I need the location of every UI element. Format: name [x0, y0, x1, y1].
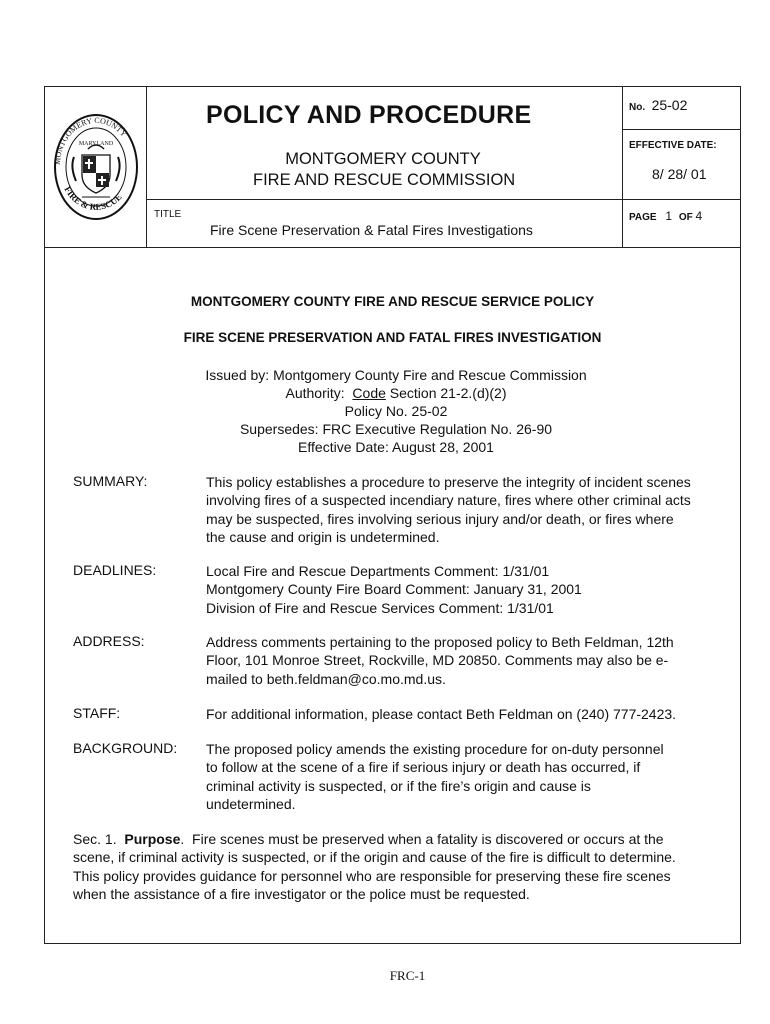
header-divider-right	[622, 86, 623, 248]
footer-page-code: FRC-1	[389, 968, 426, 983]
seal-top-text: MONTGOMERY COUNTY	[52, 115, 129, 166]
page-label: PAGE	[629, 212, 657, 223]
organization-name	[253, 149, 516, 191]
title-value: Fire Scene Preservation & Fatal Fires Investigations	[210, 222, 533, 238]
section-title: Purpose	[124, 831, 181, 847]
page-total: 4	[695, 209, 703, 223]
effective-date-line: Effective Date: August 28, 2001	[298, 439, 494, 455]
issued-by: Issued by: Montgomery County Fire and Rescue Commission	[205, 367, 587, 383]
number-value: 25-02	[651, 97, 688, 113]
effective-date-label: EFFECTIVE DATE:	[629, 140, 717, 151]
staff-label: STAFF:	[73, 705, 121, 721]
seal-bottom-text: FIRE & RESCUE	[62, 184, 124, 213]
address-line: Address comments pertaining to the proposed policy to Beth Feldman, 12th	[206, 634, 674, 650]
section-line: This policy provides guidance for personnel who are responsible for preserving these fire scenes	[73, 867, 671, 884]
title-label: TITLE	[154, 209, 182, 220]
header-divider-left	[146, 86, 147, 248]
background-label: BACKGROUND:	[73, 740, 178, 756]
authority-code: Code	[352, 385, 386, 401]
background-line: The proposed policy amends the existing procedure for on-duty personnel	[206, 741, 664, 757]
summary-line: the cause and origin is undetermined.	[206, 528, 440, 545]
deadline-line: Local Fire and Rescue Departments Comment: 1/31/01	[206, 563, 550, 579]
page-indicator	[629, 209, 702, 223]
summary-line: involving fires of a suspected incendiary nature, fires where other criminal acts	[206, 492, 691, 509]
summary-label: SUMMARY:	[73, 473, 148, 489]
policy-no: Policy No. 25-02	[344, 403, 448, 419]
deadlines-label: DEADLINES:	[73, 562, 157, 578]
background-line: to follow at the scene of a fire if serious injury or death has occurred, if	[206, 759, 641, 776]
authority-suffix: Section 21-2.(d)(2)	[385, 385, 507, 401]
section-number: Sec. 1.	[73, 831, 125, 847]
address-label: ADDRESS:	[73, 633, 145, 649]
issuance-block	[0, 366, 770, 456]
policy-number	[629, 97, 687, 115]
title-row-line	[146, 199, 741, 200]
background-line: criminal activity is suspected, or if the fire’s origin and cause is	[206, 777, 591, 794]
address-line: Floor, 101 Monroe Street, Rockville, MD 20850. Comments may also be e-	[206, 652, 669, 669]
supersedes: Supersedes: FRC Executive Regulation No. 26-90	[239, 421, 553, 437]
effective-date-value: 8/ 28/ 01	[652, 166, 707, 182]
deadline-line: Montgomery County Fire Board Comment: January 31, 2001	[206, 581, 582, 598]
staff-text: For additional information, please contact Beth Feldman on (240) 777-2423.	[206, 706, 677, 722]
deadlines-text	[206, 562, 736, 617]
section-1-purpose	[73, 830, 733, 903]
authority-line	[0, 384, 770, 402]
address-line: mailed to beth.feldman@co.mo.md.us.	[206, 670, 446, 687]
policy-heading: MONTGOMERY COUNTY FIRE AND RESCUE SERVICE POLICY	[190, 294, 595, 309]
background-text	[206, 740, 736, 813]
background-line: undetermined.	[206, 795, 296, 812]
authority-prefix: Authority:	[285, 385, 353, 401]
section-1-first-line	[73, 830, 733, 848]
summary-line: may be suspected, fires involving serious injury and/or death, or fires where	[206, 510, 674, 527]
document-title: POLICY AND PROCEDURE	[206, 101, 532, 129]
deadline-line: Division of Fire and Rescue Services Comment: 1/31/01	[206, 599, 554, 616]
investigation-heading: FIRE SCENE PRESERVATION AND FATAL FIRES INVESTIGATION	[183, 330, 602, 345]
number-label: No.	[629, 102, 646, 113]
summary-text	[206, 473, 736, 546]
address-text	[206, 633, 736, 688]
page-of-label: OF	[678, 212, 693, 223]
section-line: when the assistance of a fire investigator or the police must be requested.	[73, 885, 530, 902]
section-first-rest: . Fire scenes must be preserved when a fatality is discovered or occurs at the	[180, 831, 664, 847]
page-current: 1	[665, 209, 673, 223]
header-bottom-line	[44, 247, 741, 248]
org-line-1: MONTGOMERY COUNTY	[285, 150, 481, 168]
county-seal-logo	[52, 105, 140, 225]
summary-line: This policy establishes a procedure to preserve the integrity of incident scenes	[206, 474, 691, 490]
seal-mid-text: MARYLAND	[78, 141, 114, 147]
section-line: scene, if criminal activity is suspected, or if the origin and cause of the fire is difficult to determine.	[73, 849, 676, 866]
org-line-2: FIRE AND RESCUE COMMISSION	[253, 171, 516, 189]
number-row-line	[622, 129, 741, 130]
